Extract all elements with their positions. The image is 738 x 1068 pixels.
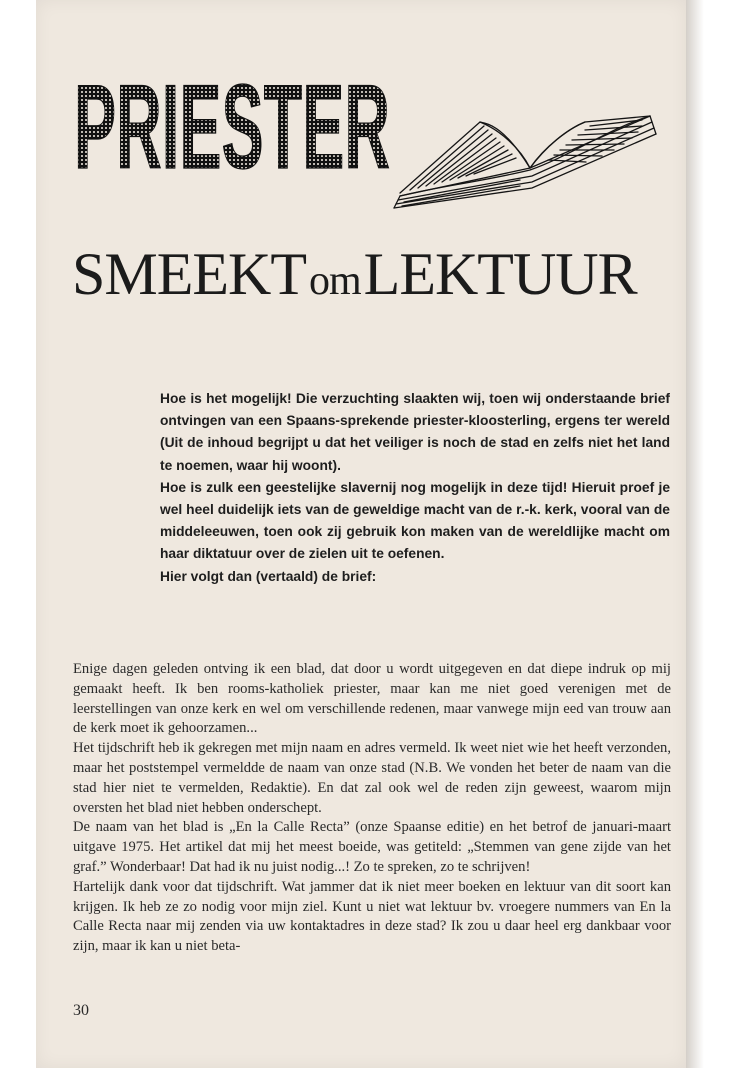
letter-paragraph-1: Enige dagen geleden ontving ik een blad, dat door u wordt uitgegeven en dat diepe indruk op mij gemaakt heeft. Ik ben rooms-katholiek priester, maar kan me niet goed verenigen met de leerstellingen van onze kerk en wel om verschillende redenen, maar vanwege mijn eed van trouw aan de kerk moet ik gehoorzamen... <box>73 661 671 737</box>
headline-word-om: om <box>309 258 361 304</box>
letter-paragraph-2: Het tijdschrift heb ik gekregen met mijn naam en adres vermeld. Ik weet niet wie het heeft verzonden, maar het poststempel vermeldde de naam van onze stad (N.B. We vonden het beter de naam van die stad hier niet te vermelden, Redaktie). En dat zal ook wel de reden zijn geweest, waarom mijn oversten het blad niet hebben onderschept. <box>73 740 671 816</box>
letter-paragraph-4: Hartelijk dank voor dat tijdschrift. Wat jammer dat ik niet meer boeken en lektuur van dit soort kan krijgen. Ik heb ze zo nodig voor mijn ziel. Kunt u niet wat lektuur bv. vroegere nummers van En la Calle Recta naar mij zenden via uw kontaktadres in deze stad? Ik zou u daar heel erg dankbaar voor zijn, maar ik kan u niet beta- <box>73 878 671 955</box>
intro-paragraph <box>160 388 670 588</box>
intro-text-1: Hoe is het mogelijk! Die verzuchting slaakten wij, toen wij onderstaande brief ontvingen van een Spaans-sprekende priester-kloosterling, ergens ter wereld (Uit de inhoud begrijpt u dat het veiliger is noch de stad en zelfs niet het land te noemen, waar hij woont). <box>160 391 670 473</box>
open-book-illustration <box>380 108 670 213</box>
intro-text-3: Hier volgt dan (vertaald) de brief: <box>160 568 377 584</box>
page-number: 30 <box>73 1002 89 1019</box>
headline-word-smeekt: SMEEKT <box>72 241 306 307</box>
headline <box>72 240 682 309</box>
letter-body <box>73 660 671 957</box>
intro-text-2: Hoe is zulk een geestelijke slavernij nog mogelijk in deze tijd! Hieruit proef je wel heel duidelijk iets van de geweldige macht van de r.-k. kerk, vooral van de middeleeuwen, toen ook zij gebruik kon maken van de wereldlijke macht om haar diktatuur over de zielen uit te oefenen. <box>160 479 670 562</box>
svg-text:PRIESTER: PRIESTER <box>74 60 390 194</box>
priester-title <box>72 42 392 194</box>
letter-paragraph-3: De naam van het blad is „En la Calle Recta” (onze Spaanse editie) en het betrof de januari-maart uitgave 1975. Het artikel dat mij het meest boeide, was getiteld: „Stemmen van gene zijde van het graf.” Wonderbaar! Dat had ik nu juist nodig...! Zo te spreken, zo te schrijven! <box>73 819 671 875</box>
page-edge-shadow <box>686 0 704 1068</box>
headline-word-lektuur: LEKTUUR <box>363 241 637 307</box>
